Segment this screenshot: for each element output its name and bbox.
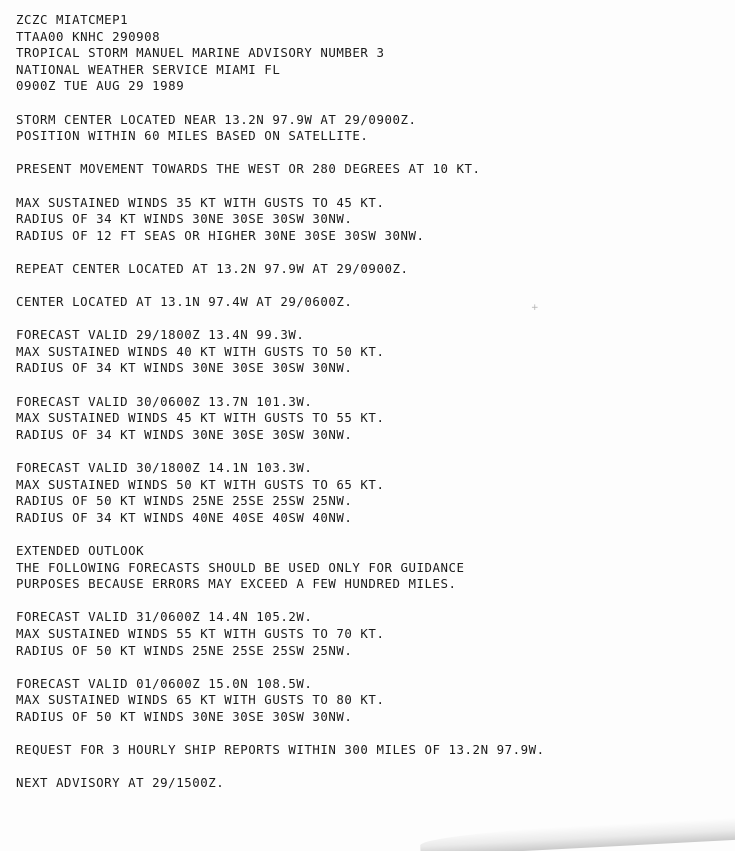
text-line: FORECAST VALID 01/0600Z 15.0N 108.5W. [16,675,313,691]
text-line: RADIUS OF 34 KT WINDS 30NE 30SE 30SW 30NW. [16,211,353,227]
blank-line [16,377,728,394]
text-line: STORM CENTER LOCATED NEAR 13.2N 97.9W AT 29/0900Z. [16,111,417,127]
text-block [16,543,728,593]
text-line: MAX SUSTAINED WINDS 65 KT WITH GUSTS TO 80 KT. [16,692,385,708]
text-line: MAX SUSTAINED WINDS 50 KT WITH GUSTS TO 65 KT. [16,476,385,492]
text-line: REPEAT CENTER LOCATED AT 13.2N 97.9W AT 29/0900Z. [16,260,409,276]
blank-line [16,178,728,195]
text-line: REQUEST FOR 3 HOURLY SHIP REPORTS WITHIN 300 MILES OF 13.2N 97.9W. [16,742,545,758]
text-line: FORECAST VALID 31/0600Z 14.4N 105.2W. [16,609,313,625]
blank-line [16,659,728,676]
blank-line [16,145,728,162]
text-block [16,294,728,311]
blank-line [16,95,728,112]
text-line: ZCZC MIATCMEP1 [16,12,129,27]
text-block [16,460,728,526]
text-block [16,161,728,178]
text-block [16,327,728,377]
text-line: TROPICAL STORM MANUEL MARINE ADVISORY NUMBER 3 [16,45,385,61]
text-line: PRESENT MOVEMENT TOWARDS THE WEST OR 280 DEGREES AT 10 KT. [16,161,481,177]
text-line: FORECAST VALID 29/1800Z 13.4N 99.3W. [16,327,305,343]
text-line: CENTER LOCATED AT 13.1N 97.4W AT 29/0600Z. [16,294,353,310]
blank-line [16,244,728,261]
text-line: RADIUS OF 50 KT WINDS 25NE 25SE 25SW 25NW. [16,493,353,509]
blank-line [16,526,728,543]
text-line: MAX SUSTAINED WINDS 45 KT WITH GUSTS TO 55 KT. [16,410,385,426]
text-line: NEXT ADVISORY AT 29/1500Z. [16,775,225,791]
text-line: RADIUS OF 34 KT WINDS 30NE 30SE 30SW 30NW. [16,426,353,442]
text-block [16,261,728,278]
blank-line [16,311,728,328]
text-line: EXTENDED OUTLOOK [16,543,145,558]
text-line: FORECAST VALID 30/1800Z 14.1N 103.3W. [16,460,313,476]
blank-line [16,726,728,743]
text-line: THE FOLLOWING FORECASTS SHOULD BE USED ONLY FOR GUIDANCE [16,559,465,575]
text-block [16,609,728,659]
blank-line [16,593,728,610]
advisory-text [16,12,728,792]
text-block [16,112,728,145]
text-block [16,195,728,245]
text-line: MAX SUSTAINED WINDS 40 KT WITH GUSTS TO 50 KT. [16,343,385,359]
text-line: NATIONAL WEATHER SERVICE MIAMI FL [16,61,281,77]
text-line: PURPOSES BECAUSE ERRORS MAY EXCEED A FEW HUNDRED MILES. [16,576,457,592]
blank-line [16,443,728,460]
text-line: RADIUS OF 34 KT WINDS 40NE 40SE 40SW 40NW. [16,509,353,525]
blank-line [16,759,728,776]
text-block [16,12,728,95]
text-line: MAX SUSTAINED WINDS 35 KT WITH GUSTS TO 45 KT. [16,194,385,210]
text-line: RADIUS OF 12 FT SEAS OR HIGHER 30NE 30SE 30SW 30NW. [16,227,425,243]
text-line: TTAA00 KNHC 290908 [16,28,161,44]
blank-line [16,278,728,295]
text-line: RADIUS OF 34 KT WINDS 30NE 30SE 30SW 30NW. [16,360,353,376]
scan-smudge [420,818,735,851]
text-line: RADIUS OF 50 KT WINDS 25NE 25SE 25SW 25NW. [16,642,353,658]
text-line: FORECAST VALID 30/0600Z 13.7N 101.3W. [16,393,313,409]
text-block [16,775,728,792]
text-block [16,742,728,759]
text-line: 0900Z TUE AUG 29 1989 [16,78,185,94]
text-line: RADIUS OF 50 KT WINDS 30NE 30SE 30SW 30NW. [16,708,353,724]
text-line: MAX SUSTAINED WINDS 55 KT WITH GUSTS TO 70 KT. [16,625,385,641]
text-block [16,676,728,726]
text-block [16,394,728,444]
text-line: POSITION WITHIN 60 MILES BASED ON SATELLITE. [16,128,369,144]
scan-speck: + [531,303,539,313]
